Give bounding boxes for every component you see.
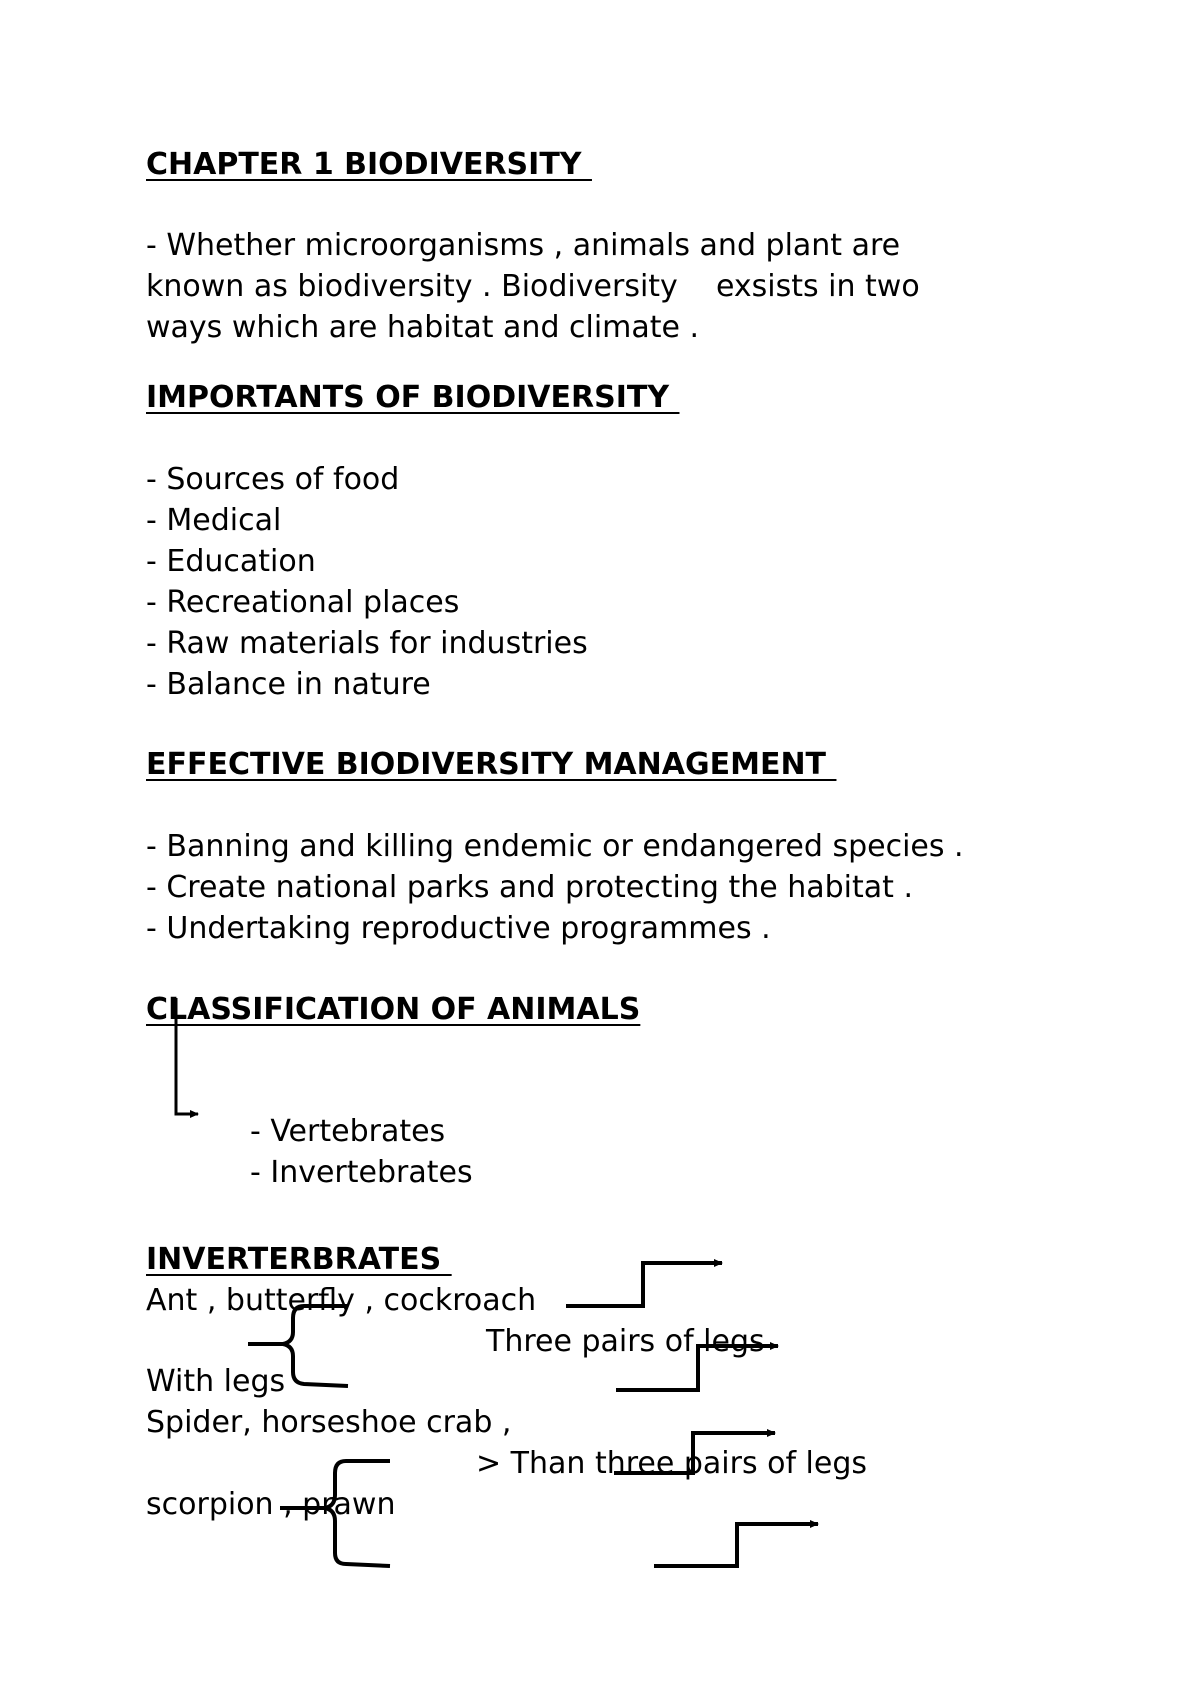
list-item: - Raw materials for industries [146, 626, 588, 661]
list-item: - Undertaking reproductive programmes . [146, 911, 771, 946]
list-item: - Balance in nature [146, 667, 431, 702]
group1-arrow-top [566, 1263, 722, 1306]
list-item: - Medical [146, 503, 282, 538]
classification-heading: CLASSIFICATION OF ANIMALS [146, 992, 641, 1027]
group1-examples: Ant , butterfly , cockroach [146, 1283, 537, 1318]
importants-heading: IMPORTANTS OF BIODIVERSITY [146, 380, 680, 415]
group2-examples: Spider, horseshoe crab , [146, 1405, 512, 1440]
invertebrates-heading: INVERTERBRATES [146, 1242, 452, 1277]
list-item: - Vertebrates [250, 1114, 446, 1149]
group2-examples-cont: scorpion , prawn [146, 1487, 396, 1522]
intro-line-1: - Whether microorganisms , animals and plant are [146, 228, 901, 263]
list-item: - Invertebrates [250, 1155, 473, 1190]
list-item: - Banning and killing endemic or endangered species . [146, 829, 964, 864]
management-heading: EFFECTIVE BIODIVERSITY MANAGEMENT [146, 747, 837, 782]
group2-arrow-bottom [654, 1524, 818, 1566]
intro-line-3: ways which are habitat and climate . [146, 310, 700, 345]
group1-examples-cont: With legs [146, 1364, 286, 1399]
group2-label: > Than three pairs of legs [476, 1446, 868, 1481]
list-item: - Create national parks and protecting the habitat . [146, 870, 913, 905]
group1-label: Three pairs of legs [486, 1324, 765, 1359]
chapter-title: CHAPTER 1 BIODIVERSITY [146, 147, 592, 182]
intro-line-2: known as biodiversity . Biodiversity exsists in two [146, 269, 920, 304]
list-item: - Education [146, 544, 316, 579]
list-item: - Sources of food [146, 462, 400, 497]
list-item: - Recreational places [146, 585, 460, 620]
